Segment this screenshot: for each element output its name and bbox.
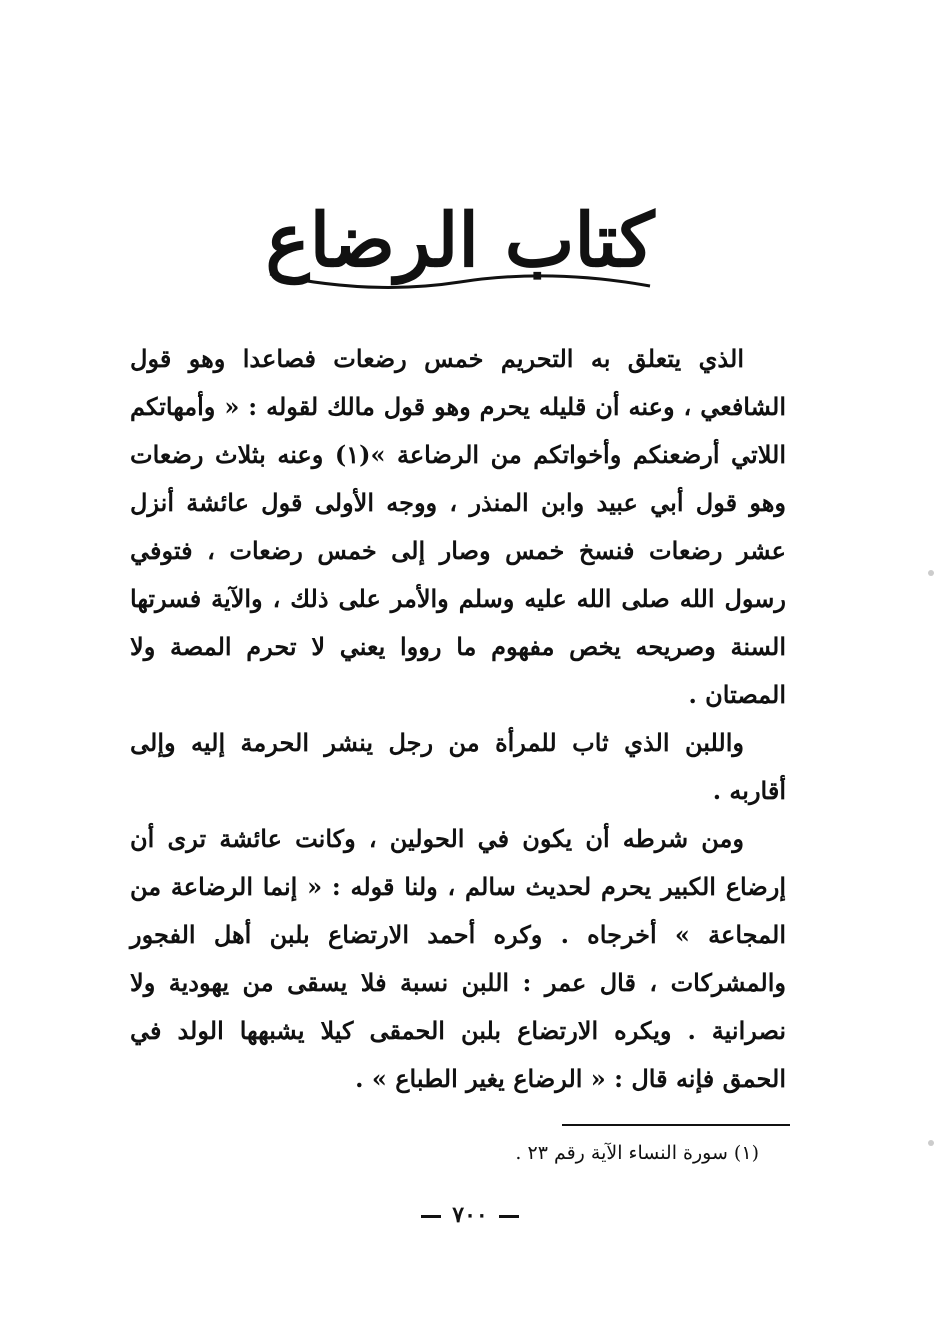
page-number	[410, 1202, 530, 1228]
paragraph-1: الذي يتعلق به التحريم خمس رضعات فصاعدا وهو قول الشافعي ، وعنه أن قليله يحرم وهو قول مالك لقوله : « وأمهاتكم اللاتي أرضعنكم وأخواتكم من الرضاعة »(١) وعنه بثلاث رضعات وهو قول أبي عبيد وابن المنذر ، ووجه الأولى قول عائشة أنزل عشر رضعات فنسخ خمس وصار إلى خمس رضعات ، فتوفي رسول الله صلى الله عليه وسلم والأمر على ذلك ، والآية فسرتها السنة وصريحه يخص مفهوم ما رووا يعني لا تحرم المصة ولا المصتان .	[130, 344, 787, 709]
paragraph-3: ومن شرطه أن يكون في الحولين ، وكانت عائشة ترى أن إرضاع الكبير يحرم لحديث سالم ، ولنا قوله : « إنما الرضاعة من المجاعة » أخرجاه . وكره أحمد الارتضاع بلبن أهل الفجور والمشركات ، قال عمر : اللبن نسبة فلا يسقى من يهودية ولا نصرانية . ويكره الارتضاع بلبن الحمقى كيلا يشبهها الولد في الحمق فإنه قال : « الرضاع يغير الطباع » .	[130, 824, 786, 1093]
page-number-value: ٧٠٠	[452, 1202, 488, 1228]
footnote-divider	[562, 1124, 790, 1126]
chapter-title-calligraphy	[250, 178, 670, 298]
main-text	[130, 335, 786, 1103]
paragraph-2: واللبن الذي ثاب للمرأة من رجل ينشر الحرمة إليه وإلى أقاربه .	[130, 728, 786, 805]
footnote: (١) سورة النساء الآية رقم ٢٣ .	[515, 1142, 759, 1164]
page-number-dash-right	[421, 1215, 441, 1218]
page-number-dash-left	[499, 1215, 519, 1218]
margin-speck	[928, 1140, 934, 1146]
calligraphy-title-graphic	[250, 178, 670, 298]
margin-speck	[928, 570, 934, 576]
chapter-title: كتاب الرضاع	[265, 198, 655, 284]
